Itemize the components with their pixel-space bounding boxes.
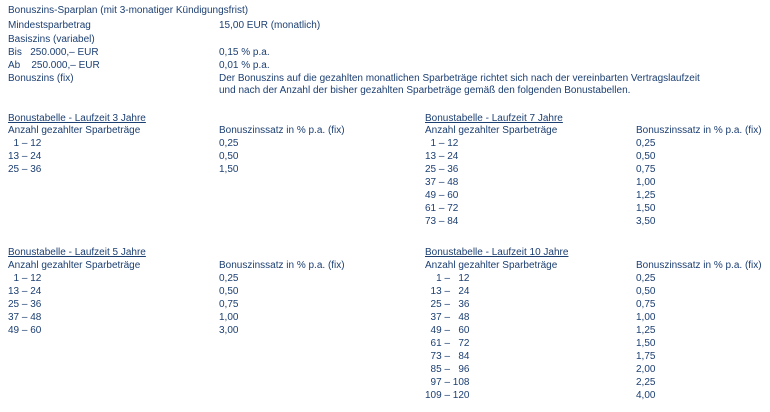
row-range: 1 – 12 [8, 138, 42, 149]
row-range: 49 – 60 [8, 325, 42, 336]
column-header-rate: Bonuszinssatz in % p.a. (fix) [636, 260, 762, 271]
row-range: 25 – 36 [8, 299, 42, 310]
row-range: 25 – 36 [8, 164, 42, 175]
row-range: 25 – 36 [425, 299, 470, 310]
row-rate: 3,00 [219, 325, 239, 336]
row-rate: 1,25 [636, 190, 656, 201]
row-range: 85 – 96 [425, 364, 470, 375]
row-rate: 3,50 [636, 216, 656, 227]
row-rate: 2,25 [636, 377, 656, 388]
row-range: 13 – 24 [425, 286, 470, 297]
row-range: 109 – 120 [425, 390, 470, 401]
table-title: Bonustabelle - Laufzeit 3 Jahre [8, 113, 146, 124]
row-range: 61 – 72 [425, 338, 470, 349]
bonus-text-line-2: und nach der Anzahl der bisher gezahlten Sparbeträge gemäß den folgenden Bonustabellen. [219, 85, 631, 96]
intro-title: Bonuszins-Sparplan (mit 3-monatiger Kündigungsfrist) [8, 5, 249, 16]
column-header-rate: Bonuszinssatz in % p.a. (fix) [636, 125, 762, 136]
row-range: 13 – 24 [425, 151, 459, 162]
column-header-count: Anzahl gezahlter Sparbeträge [425, 125, 558, 136]
row-range: 25 – 36 [425, 164, 459, 175]
basis-label: Basiszins (variabel) [8, 34, 95, 45]
mindest-value: 15,00 EUR (monatlich) [219, 20, 321, 31]
row-range: 37 – 48 [425, 177, 459, 188]
ab-label: Ab 250.000,– EUR [8, 60, 100, 71]
table-title: Bonustabelle - Laufzeit 10 Jahre [425, 247, 569, 258]
row-range: 97 – 108 [425, 377, 470, 388]
row-rate: 1,50 [636, 338, 656, 349]
row-rate: 4,00 [636, 390, 656, 401]
row-range: 1 – 12 [425, 273, 470, 284]
column-header-rate: Bonuszinssatz in % p.a. (fix) [219, 125, 345, 136]
row-rate: 0,50 [636, 151, 656, 162]
row-rate: 0,25 [636, 138, 656, 149]
row-range: 73 – 84 [425, 216, 459, 227]
row-rate: 0,75 [636, 164, 656, 175]
row-range: 1 – 12 [8, 273, 42, 284]
table-title: Bonustabelle - Laufzeit 5 Jahre [8, 247, 146, 258]
row-range: 49 – 60 [425, 325, 470, 336]
ab-value: 0,01 % p.a. [219, 60, 270, 71]
row-range: 13 – 24 [8, 151, 42, 162]
bis-label: Bis 250.000,– EUR [8, 47, 99, 58]
row-rate: 1,25 [636, 325, 656, 336]
row-rate: 0,50 [636, 286, 656, 297]
row-rate: 1,00 [636, 312, 656, 323]
row-rate: 0,25 [219, 138, 239, 149]
row-rate: 0,25 [219, 273, 239, 284]
column-header-count: Anzahl gezahlter Sparbeträge [425, 260, 558, 271]
row-range: 37 – 48 [425, 312, 470, 323]
column-header-rate: Bonuszinssatz in % p.a. (fix) [219, 260, 345, 271]
row-rate: 1,75 [636, 351, 656, 362]
row-range: 73 – 84 [425, 351, 470, 362]
row-rate: 2,00 [636, 364, 656, 375]
row-rate: 1,00 [219, 312, 239, 323]
row-range: 37 – 48 [8, 312, 42, 323]
row-rate: 1,50 [636, 203, 656, 214]
row-range: 13 – 24 [8, 286, 42, 297]
table-title: Bonustabelle - Laufzeit 7 Jahre [425, 113, 563, 124]
row-rate: 0,75 [636, 299, 656, 310]
row-rate: 0,25 [636, 273, 656, 284]
row-range: 49 – 60 [425, 190, 459, 201]
bonus-label: Bonuszins (fix) [8, 73, 74, 84]
row-range: 1 – 12 [425, 138, 459, 149]
mindest-label: Mindestsparbetrag [8, 20, 91, 31]
row-rate: 1,00 [636, 177, 656, 188]
column-header-count: Anzahl gezahlter Sparbeträge [8, 125, 141, 136]
row-rate: 0,75 [219, 299, 239, 310]
bonus-text-line-1: Der Bonuszins auf die gezahlten monatlichen Sparbeträge richtet sich nach der vereinbarten Vertragslaufzeit [219, 73, 700, 84]
bis-value: 0,15 % p.a. [219, 47, 270, 58]
row-rate: 0,50 [219, 151, 239, 162]
column-header-count: Anzahl gezahlter Sparbeträge [8, 260, 141, 271]
row-range: 61 – 72 [425, 203, 459, 214]
row-rate: 0,50 [219, 286, 239, 297]
row-rate: 1,50 [219, 164, 239, 175]
